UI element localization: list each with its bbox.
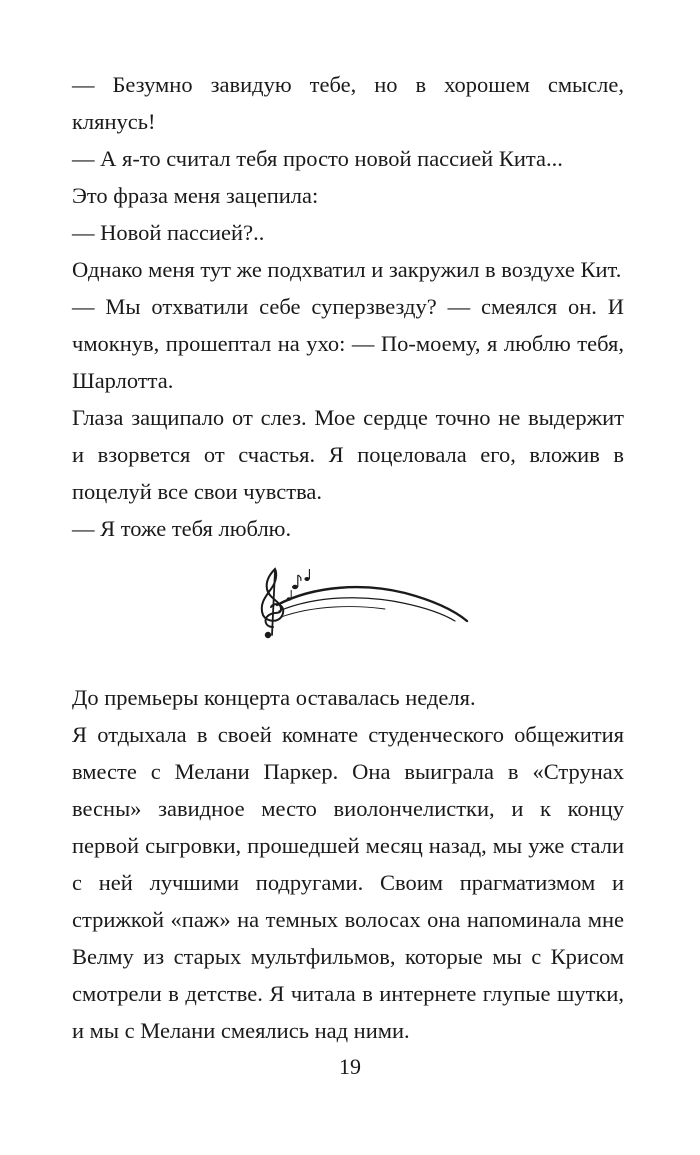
text-block-bottom bbox=[72, 679, 624, 1049]
paragraph: До премьеры концерта оставалась неделя. bbox=[72, 685, 476, 710]
paragraph: Я отдыхала в своей комнате студенческого общежития вместе с Мелани Паркер. Она выиграла в «Струнах весны» завидное место виолончелистки, и к концу первой сыгровки, прошедшей месяц назад, мы уже стали с ней лучшими подругами. Своим прагматизмом и стрижкой «паж» на темных волосах она напоминала мне Велму из старых мультфильмов, которые мы с Крисом смотрели в детстве. Я читала в интернете глупые шутки, и мы с Мелани смеялись над ними. bbox=[72, 722, 624, 1043]
paragraph: — Безумно завидую тебе, но в хорошем смысле, клянусь! bbox=[72, 72, 624, 134]
paragraph: — Я тоже тебя люблю. bbox=[72, 516, 292, 541]
paragraph: — Мы отхватили себе суперзвезду? — смеялся он. И чмокнув, прошептал на ухо: — По-моему, я люблю тебя, Шарлотта. bbox=[72, 294, 624, 393]
paragraph: — Новой пассией?.. bbox=[72, 220, 265, 245]
paragraph: — А я-то считал тебя просто новой пассией Кита... bbox=[72, 146, 563, 171]
paragraph: Это фраза меня зацепила: bbox=[72, 183, 319, 208]
paragraph: Однако меня тут же подхватил и закружил в воздухе Кит. bbox=[72, 257, 622, 282]
page-number: 19 bbox=[339, 1054, 361, 1079]
treble-clef-ornament-icon bbox=[255, 565, 470, 645]
text-block-top bbox=[72, 66, 624, 547]
paragraph: Глаза защипало от слез. Мое сердце точно не выдержит и взорвется от счастья. Я поцеловала его, вложив в поцелуй все свои чувства. bbox=[72, 405, 624, 504]
